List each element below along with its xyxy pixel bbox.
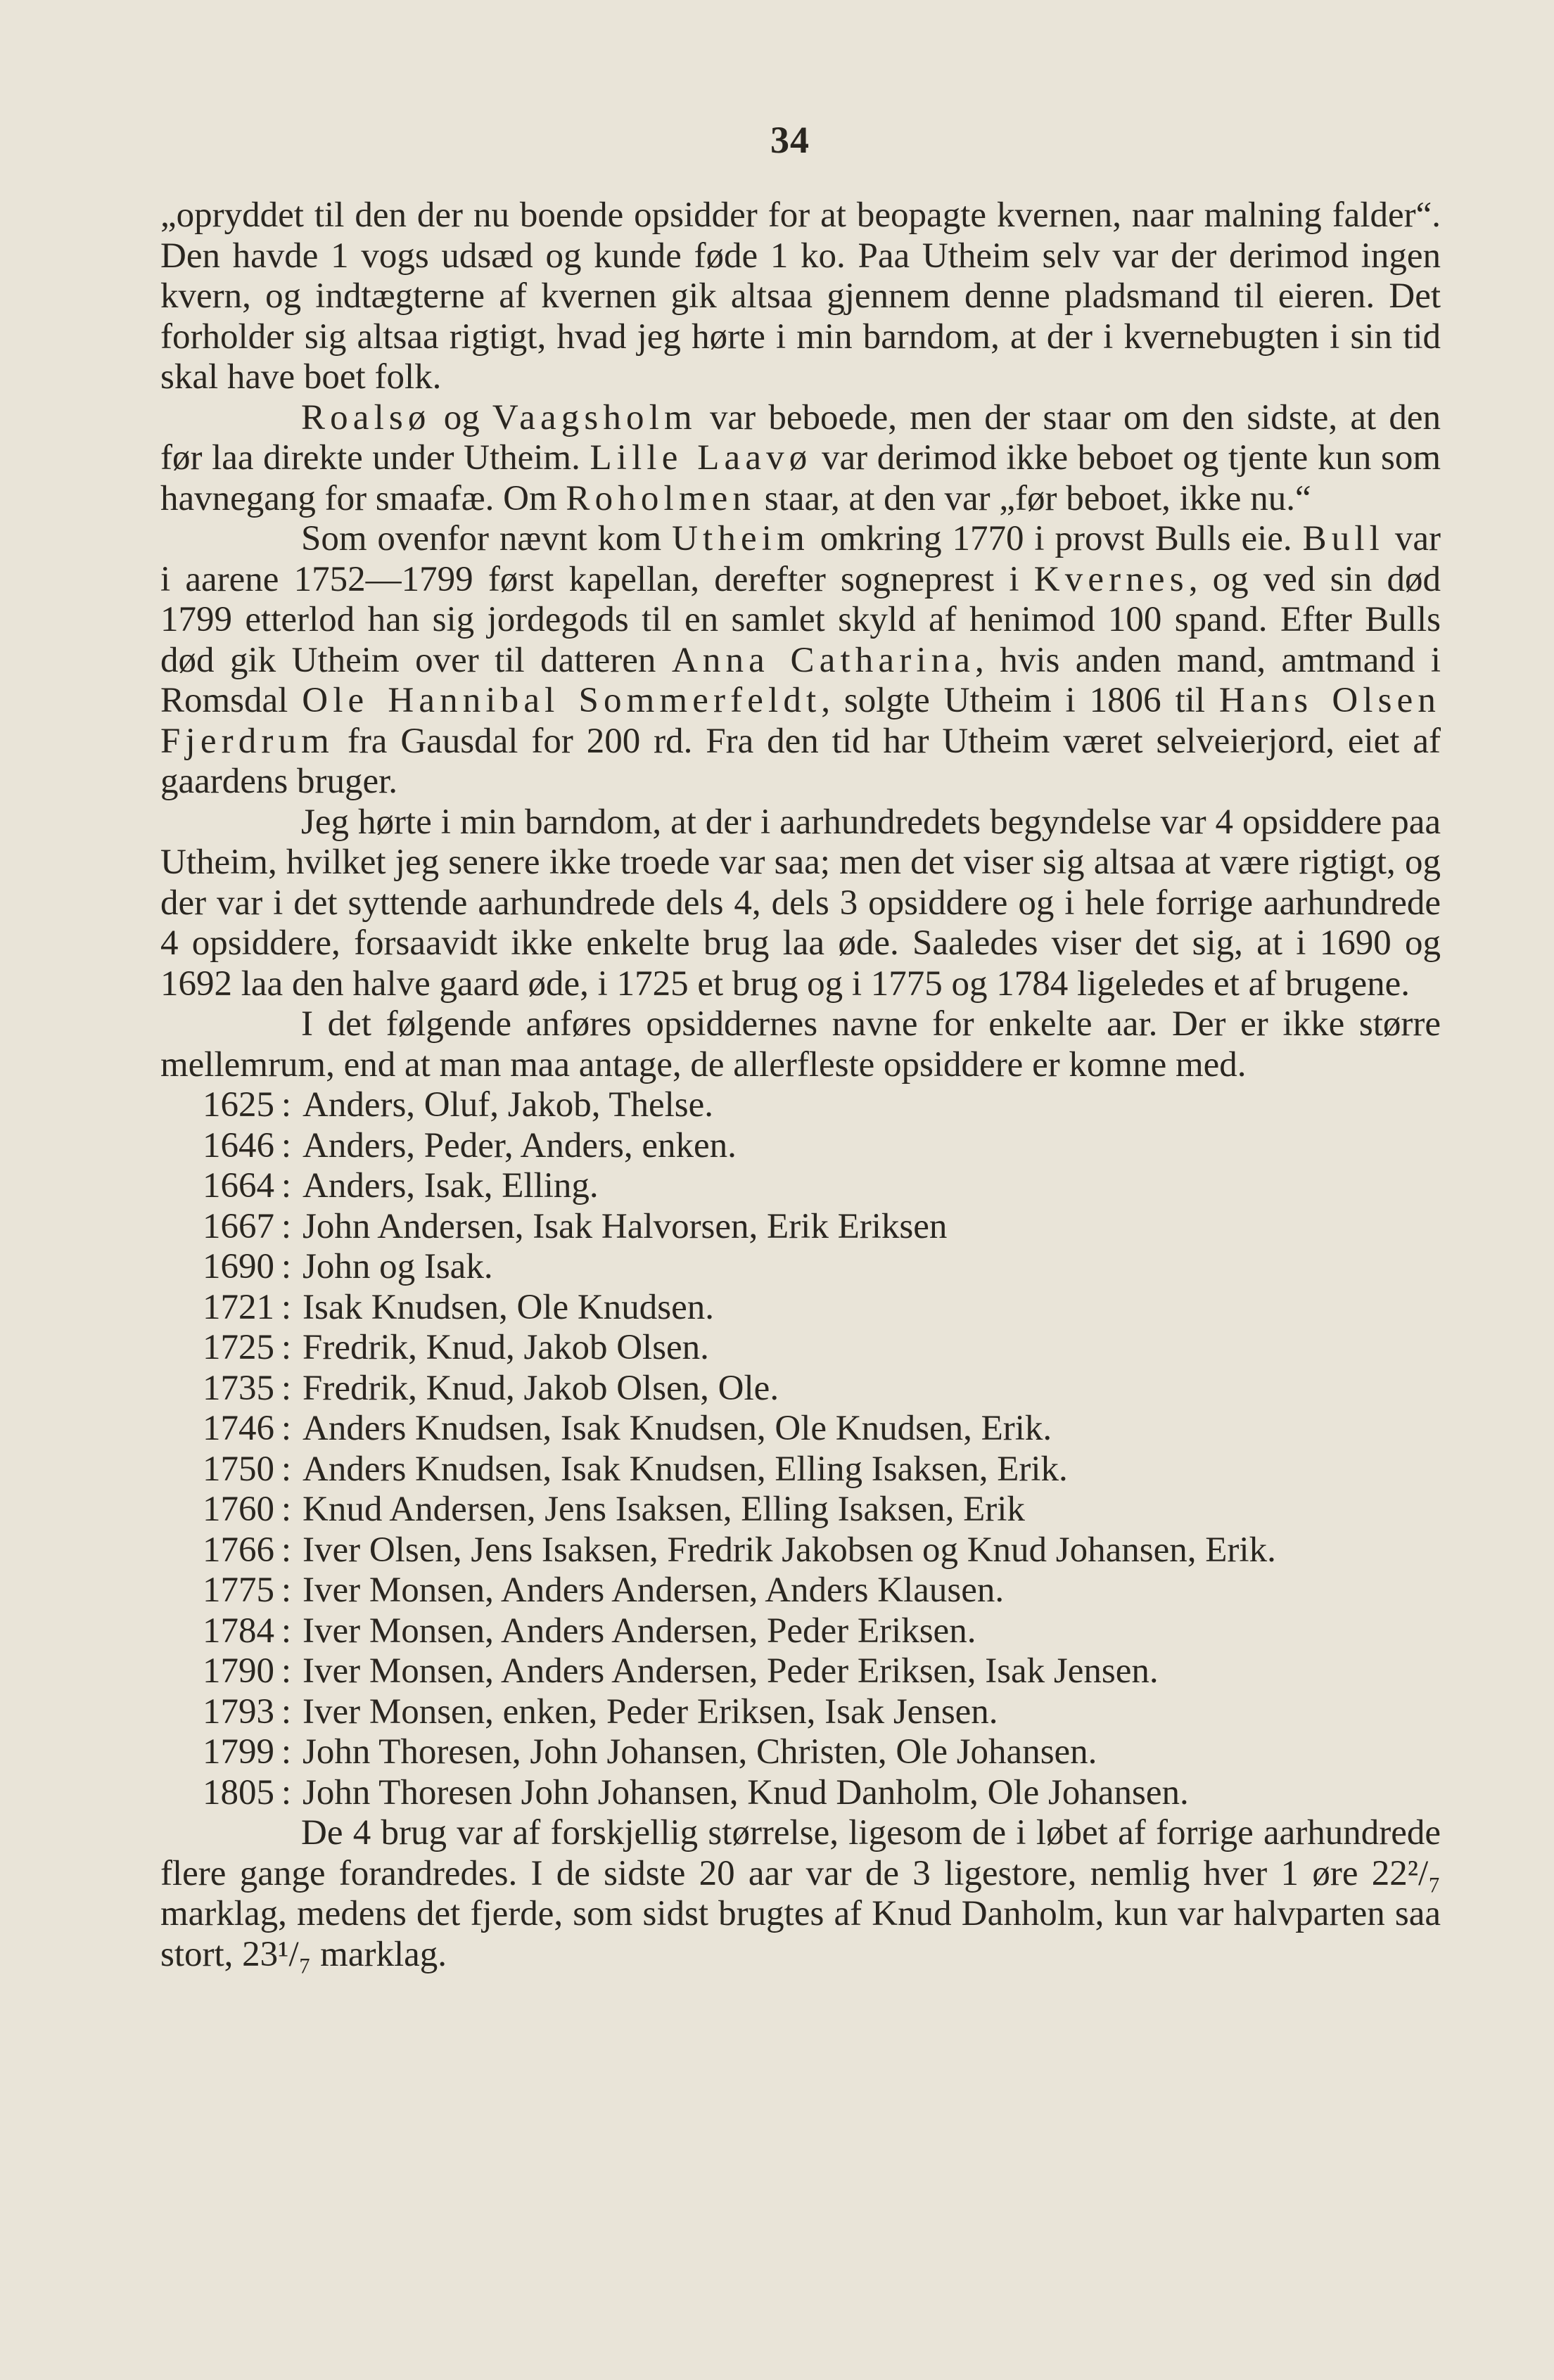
list-item [160,1247,1441,1288]
paragraph-opsiddere: Jeg hørte i min barndom, at der i aarhundredets begyndelse var 4 opsiddere paa Utheim, hvilket jeg senere ikke troede var saa; men det viser sig altsaa at være rigtigt, og der var i det syttende aarhundrede dels 4, dels 3 opsiddere og i hele forrige aarhundrede 4 opsiddere, forsaavidt ikke enkelte brug laa øde. Saaledes viser det sig, at i 1690 og 1692 laa den halve gaard øde, i 1725 et brug og i 1775 og 1784 ligeledes et af brugene. [160,802,1441,1004]
person-name: Bull [1302,519,1384,558]
entry-separator: : [281,1206,292,1246]
page-number: 34 [770,119,810,161]
entry-separator: : [281,1449,292,1489]
list-item [160,1773,1441,1814]
entry-names: John Andersen, Isak Halvorsen, Erik Eriksen [302,1206,948,1246]
place-name: Roalsø [301,397,431,437]
list-item [160,1651,1441,1692]
person-name: Anna Catharina [671,640,976,680]
entry-year: 1690 [203,1247,274,1286]
entry-names: Anders Knudsen, Isak Knudsen, Elling Isaksen, Erik. [302,1449,1068,1489]
list-item [160,1288,1441,1329]
entry-names: Fredrik, Knud, Jakob Olsen. [302,1328,709,1367]
list-item [160,1692,1441,1733]
list-item [160,1611,1441,1652]
entry-year: 1750 [203,1449,274,1489]
place-name: Kvernes [1033,559,1189,599]
entry-separator: : [281,1772,292,1812]
entry-year: 1766 [203,1530,274,1570]
entry-year: 1646 [203,1125,274,1165]
paragraph-islands: Roalsø og Vaagsholm var beboede, men der staar om den sidste, at den før laa direkte under Utheim. Lille Laavø var derimod ikke beboet og tjente kun som havnegang for smaafæ. Om Roholmen staar, at den var „før beboet, ikke nu.“ [160,397,1441,518]
paragraph-brug: De 4 brug var af forskjellig størrelse, ligesom de i løbet af forrige aarhundrede flere gange forandredes. I de sidste 20 aar var de 3 ligestore, nemlig hver 1 øre 22²/₇ marklag, medens det fjerde, som sidst brugtes af Knud Danholm, kun var halvparten saa stort, 23¹/₇ marklag. [160,1813,1441,1974]
entry-year: 1805 [203,1772,274,1812]
entry-names: Iver Olsen, Jens Isaksen, Fredrik Jakobsen og Knud Johansen, Erik. [302,1530,1276,1570]
entry-names: Fredrik, Knud, Jakob Olsen, Ole. [302,1368,779,1408]
entry-names: Anders, Oluf, Jakob, Thelse. [302,1085,714,1125]
entry-year: 1746 [203,1409,274,1448]
entry-separator: : [281,1409,292,1448]
entry-names: Isak Knudsen, Ole Knudsen. [302,1287,714,1327]
list-item [160,1530,1441,1571]
entry-separator: : [281,1328,292,1367]
entry-separator: : [281,1368,292,1408]
entry-separator: : [281,1490,292,1529]
paragraph-ownership: Som ovenfor nævnt kom Utheim omkring 1770 i provst Bulls eie. Bull var i aarene 1752—1799 først kapellan, derefter sogneprest i Kvernes, og ved sin død 1799 etterlod han sig jordegods til en samlet skyld af henimod 100 spand. Efter Bulls død gik Utheim over til datteren Anna Catharina, hvis anden mand, amtmand i Romsdal Ole Hannibal Sommerfeldt, solgte Utheim i 1806 til Hans Olsen Fjerdrum fra Gausdal for 200 rd. Fra den tid har Utheim været selveierjord, eiet af gaardens bruger. [160,519,1441,801]
entry-year: 1721 [203,1287,274,1327]
entry-year: 1775 [203,1570,274,1610]
entry-separator: : [281,1651,292,1691]
entry-year: 1784 [203,1611,274,1651]
list-item [160,1732,1441,1773]
entry-names: Anders, Isak, Elling. [302,1166,599,1205]
paragraph-kvern: „opryddet til den der nu boende opsidder for at beopagte kvernen, naar malning falder“. Den havde 1 vogs udsæd og kunde føde 1 ko. Paa Utheim selv var der derimod ingen kvern, og indtægterne af kvernen gik altsaa gjennem denne pladsmand til eieren. Det forholder sig altsaa rigtigt, hvad jeg hørte i min barndom, at der i kvernebugten i sin tid skal have boet folk. [160,196,1441,397]
place-name: Lille Laavø [590,438,813,478]
entry-names: John Thoresen, John Johansen, Christen, Ole Johansen. [302,1732,1097,1772]
entry-year: 1760 [203,1490,274,1529]
entry-year: 1799 [203,1732,274,1772]
entry-separator: : [281,1166,292,1205]
entry-separator: : [281,1125,292,1165]
list-item [160,1166,1441,1207]
entry-year: 1793 [203,1691,274,1732]
place-name: Utheim [672,519,810,558]
list-item [160,1409,1441,1450]
entry-separator: : [281,1085,292,1125]
entry-names: Iver Monsen, Anders Andersen, Anders Klausen. [302,1570,1005,1610]
list-item [160,1328,1441,1369]
entry-separator: : [281,1732,292,1772]
list-item [160,1570,1441,1611]
entry-separator: : [281,1247,292,1286]
entry-names: Anders, Peder, Anders, enken. [302,1125,737,1165]
entry-names: Iver Monsen, enken, Peder Eriksen, Isak Jensen. [302,1691,998,1732]
body-text [160,196,1441,1975]
entry-separator: : [281,1287,292,1327]
entry-year: 1725 [203,1328,274,1367]
entry-year: 1667 [203,1206,274,1246]
entry-year: 1735 [203,1368,274,1408]
place-name: Roholmen [566,478,756,518]
entry-separator: : [281,1691,292,1732]
paragraph-intro-list: I det følgende anføres opsiddernes navne for enkelte aar. Der er ikke større mellemrum, end at man maa antage, de allerfleste opsiddere er komne med. [160,1004,1441,1085]
entry-separator: : [281,1530,292,1570]
list-item [160,1490,1441,1530]
place-name: Vaagsholm [492,397,697,437]
opsidder-list [160,1085,1441,1813]
entry-names: Knud Andersen, Jens Isaksen, Elling Isaksen, Erik [302,1490,1025,1529]
person-name: Ole Hannibal Sommerfeldt [302,681,822,720]
entry-names: Iver Monsen, Anders Andersen, Peder Eriksen, Isak Jensen. [302,1651,1159,1691]
entry-names: John og Isak. [302,1247,493,1286]
list-item [160,1369,1441,1409]
entry-year: 1790 [203,1651,274,1691]
entry-names: Iver Monsen, Anders Andersen, Peder Eriksen. [302,1611,976,1651]
entry-names: Anders Knudsen, Isak Knudsen, Ole Knudsen, Erik. [302,1409,1052,1448]
entry-separator: : [281,1570,292,1610]
entry-separator: : [281,1611,292,1651]
list-item [160,1126,1441,1167]
person-name: Hans Olsen Fjerdrum [160,681,1441,761]
entry-year: 1625 [203,1085,274,1125]
list-item [160,1085,1441,1126]
entry-year: 1664 [203,1166,274,1205]
entry-names: John Thoresen John Johansen, Knud Danholm, Ole Johansen. [302,1772,1189,1812]
list-item [160,1450,1441,1490]
list-item [160,1207,1441,1248]
